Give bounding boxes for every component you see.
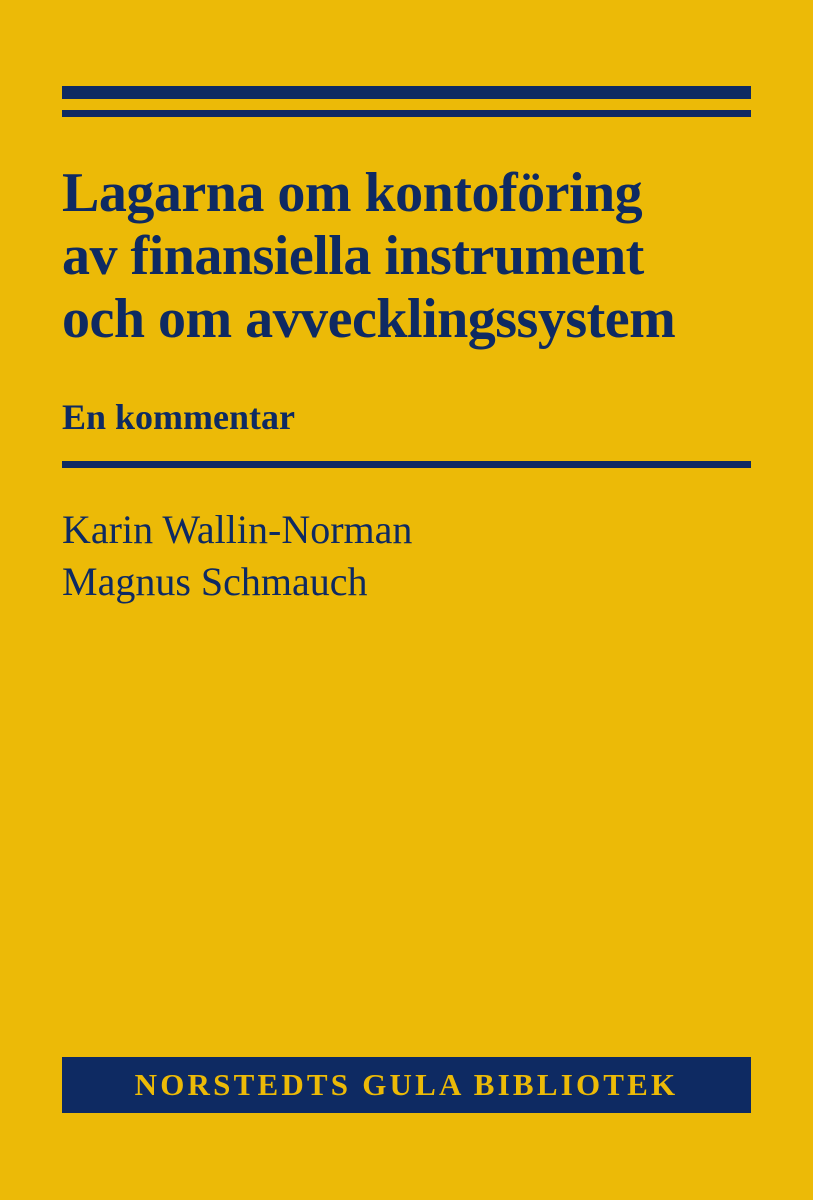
title-line-2: av finansiella instrument — [62, 225, 644, 287]
separator-rule — [62, 461, 751, 468]
subtitle: En kommentar — [62, 397, 295, 437]
author-name-1: Karin Wallin-Norman — [62, 507, 413, 552]
top-thin-rule — [62, 110, 751, 117]
author-list — [62, 504, 762, 608]
series-banner — [62, 1057, 751, 1113]
top-thick-rule — [62, 86, 751, 99]
series-label: NORSTEDTS GULA BIBLIOTEK — [134, 1067, 679, 1102]
title-line-1: Lagarna om kontoföring — [62, 162, 643, 224]
title-line-3: och om avvecklingssystem — [62, 288, 676, 350]
page-title — [62, 162, 762, 351]
author-name-2: Magnus Schmauch — [62, 559, 368, 604]
